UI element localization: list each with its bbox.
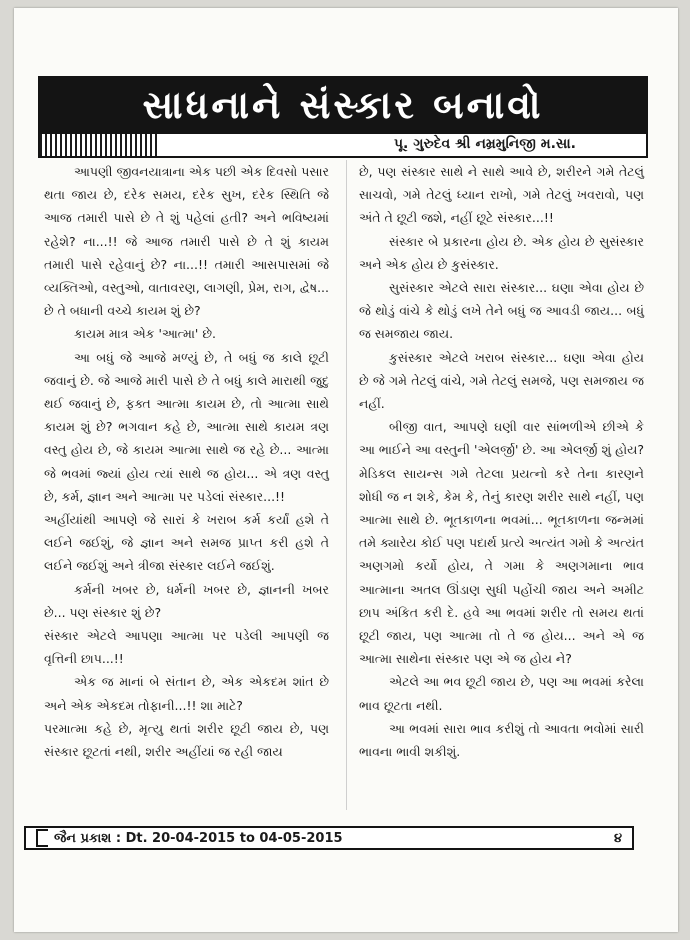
paragraph: કાયમ માત્ર એક 'આત્મા' છે.	[74, 326, 216, 342]
paragraph: કુસંસ્કાર એટલે ખરાબ સંસ્કાર... ઘણા એવા હોય છે જે ગમે તેટલું વાંચે, ગમે તેટલું સમજે, પણ સમજાય જ નહીં.	[359, 349, 644, 412]
bracket-icon	[36, 829, 48, 847]
author-bar	[38, 134, 648, 158]
title-banner	[38, 76, 648, 134]
paragraph: છે, પણ સંસ્કાર સાથે ને સાથે આવે છે, શરીરને ગમે તેટલું સાચવો, ગમે તેટલું ધ્યાન રાખો, ગમે તેટલું ખવરાવો, પણ અંતે તે છૂટી જશે, નહીં છૂટે સંસ્કાર...!!	[359, 164, 644, 226]
column-divider	[346, 160, 347, 810]
paragraph: આ ભવમાં સારા ભાવ કરીશું તો આવતા ભવોમાં સારી ભાવના ભાવી શકીશું.	[359, 720, 644, 760]
paragraph: આપણી જીવનયાત્રાના એક પછી એક દિવસો પસાર થતા જાય છે, દરેક સમય, દરેક સુખ, દરેક સ્થિતિ જે આજ તમારી પાસે છે તે શું પહેલાં હતી? અને ભવિષ્યમાં રહેશે? ના...!! જે આજ તમારી પાસે છે તે શું કાયમ તમારી પાસે રહેવાનું છે? ના...!! તમારી આસપાસમાં જે વ્યક્તિઓ, વસ્તુઓ, વાતાવરણ, લાગણી, પ્રેમ, રાગ, દ્વેષ... છે તે બધાની વચ્ચે કાયમ શું છે?	[44, 164, 329, 319]
paragraph: સુસંસ્કાર એટલે સારા સંસ્કાર... ઘણા એવા હોય છે જે થોડું વાંચે કે થોડું લખે તેને બધું જ આવડી જાય... બધું જ સમજાય જાય.	[359, 280, 644, 342]
left-column	[44, 160, 329, 810]
paragraph: સંસ્કાર બે પ્રકારના હોય છે. એક હોય છે સુસંસ્કાર અને એક હોય છે કુસંસ્કાર.	[359, 233, 644, 272]
paragraph: સંસ્કાર એટલે આપણા આત્મા પર પડેલી આપણી જ વૃત્તિની છાપ...!!	[44, 628, 329, 667]
footer-left	[36, 829, 343, 847]
paragraph: કર્મની ખબર છે, ધર્મની ખબર છે, જ્ઞાનની ખબર છે... પણ સંસ્કાર શું છે?	[44, 581, 329, 620]
right-column	[359, 160, 644, 810]
page-title: સાધનાને સંસ્કાર બનાવો	[142, 82, 544, 127]
article-body	[44, 160, 644, 810]
page-footer	[24, 826, 634, 850]
author-name: પૂ. ગુરુદેવ શ્રી નમ્રમુનિજી મ.સા.	[393, 136, 576, 152]
paragraph: એક જ માનાં બે સંતાન છે, એક એકદમ શાંત છે અને એક એકદમ તોફાની...!! શા માટે?	[44, 674, 329, 713]
paragraph: એટલે આ ભવ છૂટી જાય છે, પણ આ ભવમાં કરેલા ભાવ છૂટતા નથી.	[359, 674, 644, 713]
paragraph: આ બધું જે આજે મળ્યું છે, તે બધું જ કાલે છૂટી જવાનું છે. જે આજે મારી પાસે છે તે બધું કાલે મારાથી જુદુ થઈ જવાનું છે, ફક્ત આત્મા કાયમ છે, તો આત્મા સાથે કાયમ શું છે? ભગવાન કહે છે, આત્મા સાથે કાયમ ત્રણ વસ્તુ હોય છે, જે કાયમ આત્મા સાથે જ રહે છે... આત્મા જે ભવમાં જ્યાં હોય ત્યાં સાથે જ હોય... એ ત્રણ વસ્તુ છે, કર્મ, જ્ઞાન અને આત્મા પર પડેલાં સંસ્કાર...!!	[44, 349, 329, 504]
publication-info: જૈન પ્રકાશ : Dt. 20-04-2015 to 04-05-2015	[54, 830, 343, 846]
paragraph: બીજી વાત, આપણે ઘણી વાર સાંભળીએ છીએ કે આ ભાઈને આ વસ્તુની 'એલર્જી' છે. આ એલર્જી શું હોય? મેડિકલ સાયન્સ ગમે તેટલા પ્રયત્નો કરે તેના કારણને શોધી જ ન શકે, કેમ કે, તેનું કારણ શરીર સાથે નહીં, પણ આત્મા સાથે છે. ભૂતકાળના ભવમાં... ભૂતકાળના જન્મમાં તમે ક્યારેય કોઈ પણ પદાર્થ પ્રત્યે અત્યંત ગમો કે અત્યંત અણગમો કર્યો હોય, તે ગમા કે અણગમાના ભાવ આત્માના અતલ ઊંડાણ સુધી પહોંચી જાય અને અમીટ છાપ અંકિત કરી દે. હવે આ ભવમાં શરીર તો સમય થતાં છૂટી જાય, પણ આત્મા તો તે જ હોય... અને એ જ આત્મા સાથેના સંસ્કાર પણ એ જ હોય ને?	[359, 419, 644, 667]
page-number: ૪	[613, 830, 622, 846]
paragraph: પરમાત્મા કહે છે, મૃત્યુ થતાં શરીર છૂટી જાય છે, પણ સંસ્કાર છૂટતાં નથી, શરીર અહીંયાં જ રહી જાય	[44, 720, 329, 760]
decorative-stripe	[40, 134, 160, 156]
paragraph: અહીંયાંથી આપણે જે સારાં કે ખરાબ કર્મ કર્યાં હશે તે લઈને જઈશું, જે જ્ઞાન અને સમજ પ્રાપ્ત કરી હશે તે લઈને જઈશું અને ત્રીજા સંસ્કાર લઈને જઈશું.	[44, 512, 329, 574]
